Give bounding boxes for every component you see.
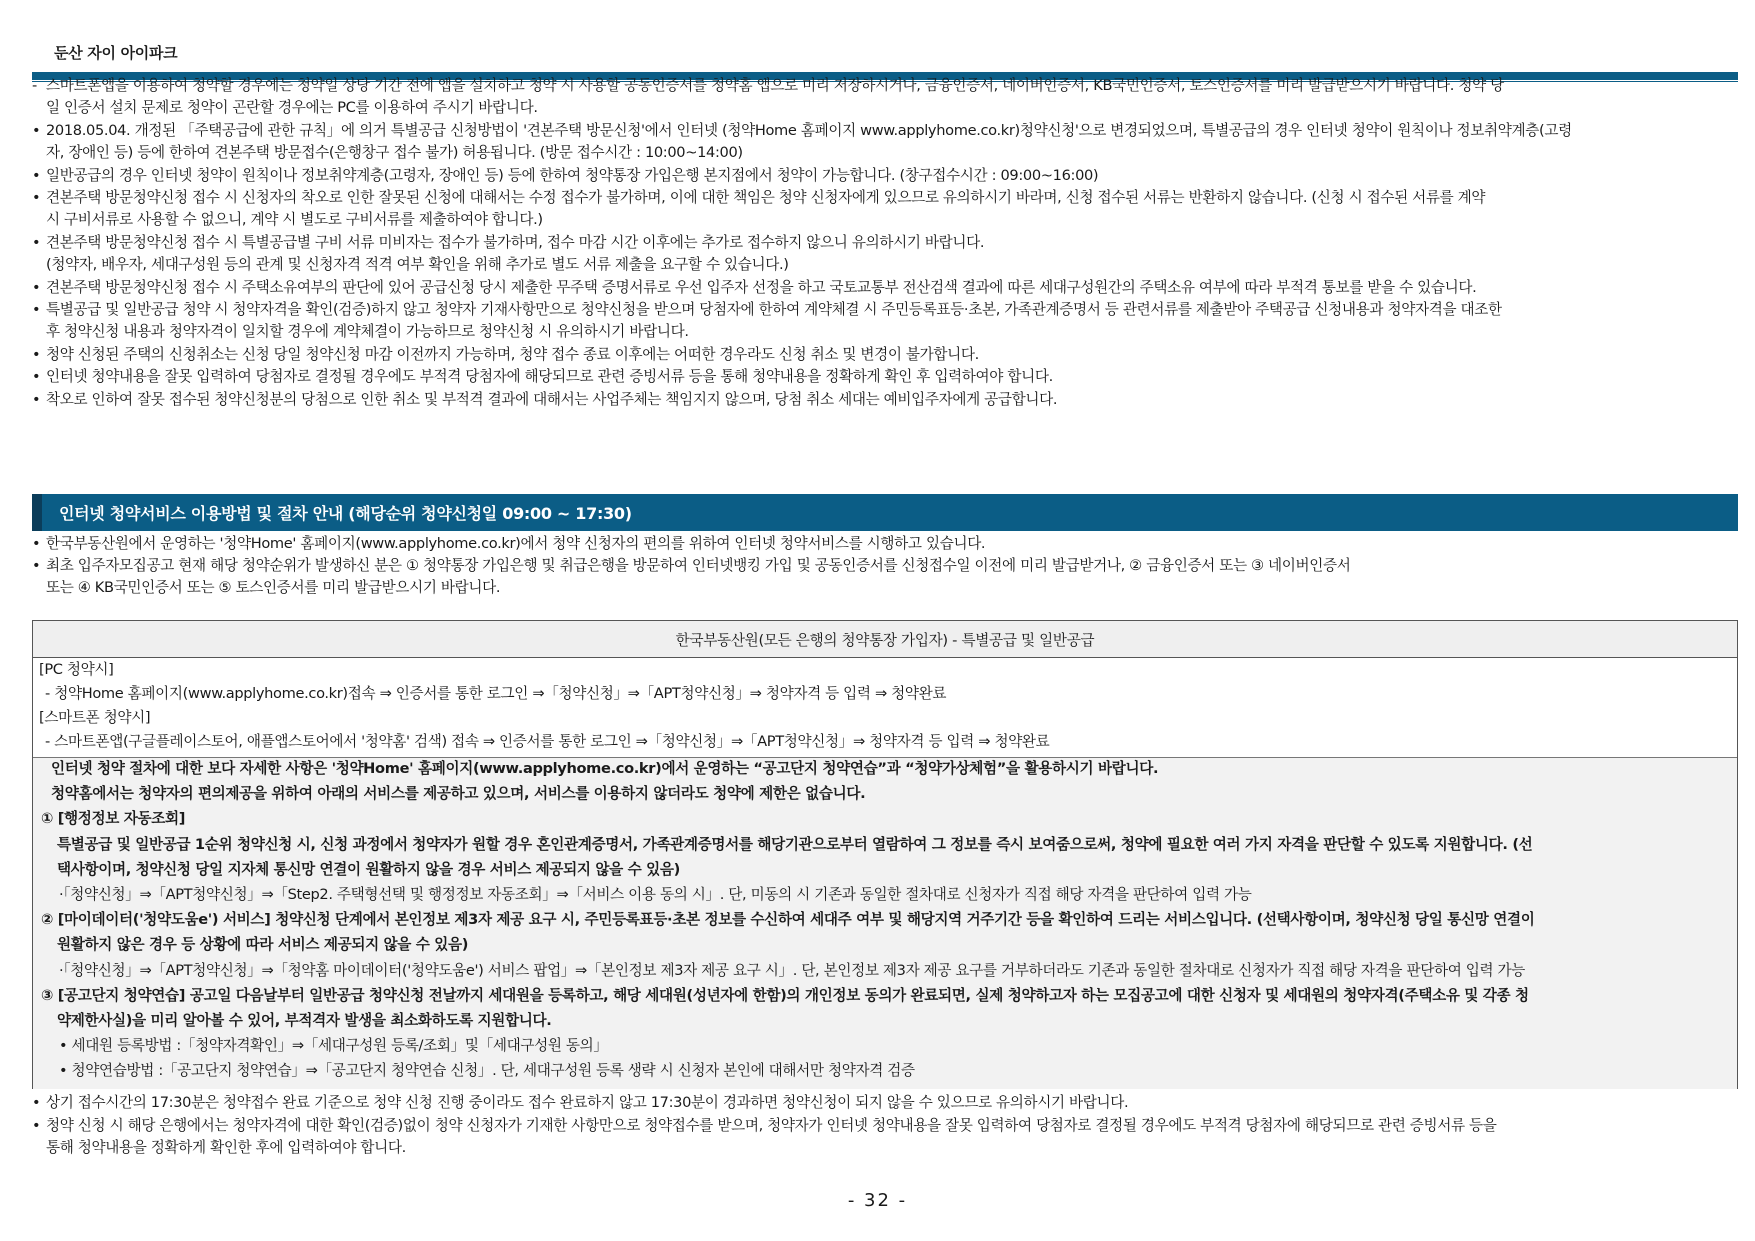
list-item <box>32 75 1504 97</box>
service-detail-line: ·「청약신청」⇒「APT청약신청」⇒「Step2. 주택형선택 및 행정정보 자동조회」⇒「서비스 이용 동의 시」. 단, 미동의 시 기존과 동일한 절차대로 신청자가 직접 해당 자격을 판단하여 입력 가능 <box>59 886 1252 903</box>
list-item-text: 일 인증서 설치 문제로 청약이 곤란할 경우에는 PC를 이용하여 주시기 바랍니다. <box>46 99 538 117</box>
list-item-text: 자, 장애인 등) 등에 한하여 견본주택 방문접수(은행창구 접수 불가) 허용됩니다. (방문 접수시간 : 10:00~14:00) <box>46 144 743 162</box>
list-item <box>32 344 979 366</box>
list-item <box>32 120 1572 142</box>
list-item <box>32 533 985 555</box>
bullet-marker: • <box>32 278 41 296</box>
service-detail-line: 청약홈에서는 청약자의 편의제공을 위하여 아래의 서비스를 제공하고 있으며, 서비스를 이용하지 않더라도 청약에 제한은 없습니다. <box>51 785 866 803</box>
list-item <box>32 254 789 276</box>
service-detail-line: 인터넷 청약 절차에 대한 보다 자세한 사항은 '청약Home' 홈페이지(www.applyhome.co.kr)에서 운영하는 “공고단지 청약연습”과 “청약가상체험”을 활용하시기 바랍니다. <box>51 760 1159 777</box>
section-heading: 인터넷 청약서비스 이용방법 및 절차 안내 (해당순위 청약신청일 09:00 ~ 17:30) <box>59 504 632 523</box>
list-item <box>32 1092 1128 1114</box>
pc-steps: - 청약Home 홈페이지(www.applyhome.co.kr)접속 ⇒ 인증서를 통한 로그인 ⇒「청약신청」⇒「APT청약신청」⇒ 청약자격 등 입력 ⇒ 청약완료 <box>45 685 947 702</box>
list-item-text: (청약자, 배우자, 세대구성원 등의 관계 및 신청자격 적격 여부 확인을 위해 추가로 별도 서류 제출을 요구할 수 있습니다.) <box>46 256 789 274</box>
service-detail-line: ③ [공고단지 청약연습] 공고일 다음날부터 일반공급 청약신청 전날까지 세대원을 등록하고, 해당 세대원(성년자에 한함)의 개인정보 동의가 완료되면, 실제 청약하고자 하는 모집공고에 대한 신청자 및 세대원의 청약자격(주택소유 및 각종 청 <box>41 986 1529 1004</box>
mobile-label: [스마트폰 청약시] <box>39 709 151 726</box>
bullet-marker: • <box>32 557 41 574</box>
bullet-marker: • <box>32 535 41 552</box>
bullet-marker: • <box>32 390 41 408</box>
list-item <box>32 389 1057 411</box>
list-item <box>32 142 743 164</box>
pc-label: [PC 청약시] <box>39 661 114 678</box>
service-detail-line: 약제한사실)을 미리 알아볼 수 있어, 부적격자 발생을 최소화하도록 지원합니다. <box>57 1012 552 1029</box>
list-item-text: 청약 신청된 주택의 신청취소는 신청 당일 청약신청 마감 이전까지 가능하며, 청약 접수 종료 이후에는 어떠한 경우라도 신청 취소 및 변경이 불가합니다. <box>46 345 979 363</box>
bullet-marker: • <box>32 189 41 206</box>
list-item-text: 특별공급 및 일반공급 청약 시 청약자격을 확인(검증)하지 않고 청약자 기재사항만으로 청약신청을 받으며 당첨자에 한하여 계약체결 시 주민등록표등·초본, 가족관계증명서 등 관련서류를 제출받아 주택공급 신청내용과 청약자격을 대조한 <box>46 301 1502 318</box>
list-item <box>32 1137 406 1159</box>
list-item <box>32 366 1053 388</box>
bullet-marker: • <box>32 166 41 184</box>
service-detail-line: ① [행정정보 자동조회] <box>41 810 186 828</box>
list-item <box>32 1115 1497 1137</box>
bullet-marker: • <box>32 345 41 363</box>
page-number: - 32 - <box>847 1190 908 1211</box>
list-item-text: 착오로 인하여 잘못 접수된 청약신청분의 당첨으로 인한 취소 및 부적격 결과에 대해서는 사업주체는 책임지지 않으며, 당첨 취소 세대는 예비입주자에게 공급합니다. <box>46 390 1058 408</box>
service-detail-line: ② [마이데이터('청약도움e') 서비스] 청약신청 단계에서 본인정보 제3자 제공 요구 시, 주민등록표등·초본 정보를 수신하여 세대주 여부 및 해당지역 거주기간 등을 확인하여 드리는 서비스입니다. (선택사항이며, 청약신청 당일 통신망 연결이 <box>41 911 1535 929</box>
list-item-text: 일반공급의 경우 인터넷 청약이 원칙이나 정보취약계층(고령자, 장애인 등) 등에 한하여 청약통장 가입은행 본지점에서 청약이 가능합니다. (창구접수시간 : 09:00~16:00) <box>46 166 1099 184</box>
bullet-marker: • <box>32 233 41 251</box>
list-item-text: 시 구비서류로 사용할 수 없으니, 계약 시 별도로 구비서류를 제출하여야 합니다.) <box>46 211 543 229</box>
procedure-box-header <box>33 621 1737 658</box>
list-item-text: 한국부동산원에서 운영하는 '청약Home' 홈페이지(www.applyhome.co.kr)에서 청약 신청자의 편의를 위하여 인터넷 청약서비스를 시행하고 있습니다. <box>46 535 986 552</box>
procedure-box <box>32 620 1738 1089</box>
list-item <box>32 209 543 231</box>
list-item-text: 또는 ④ KB국민인증서 또는 ⑤ 토스인증서를 미리 발급받으시기 바랍니다. <box>46 579 501 596</box>
service-detail-line: 원활하지 않은 경우 등 상황에 따라 서비스 제공되지 않을 수 있음) <box>57 936 469 954</box>
list-item-text: 견본주택 방문청약신청 접수 시 신청자의 착오로 인한 잘못된 신청에 대해서는 수정 접수가 불가하며, 이에 대한 책임은 청약 신청자에게 있으므로 유의하시기 바라며, 신청 접수된 서류는 반환하지 않습니다. (신청 시 접수된 서류를 계약 <box>46 189 1486 206</box>
list-item <box>32 555 1351 577</box>
procedure-box-heading: 한국부동산원(모든 은행의 청약통장 가입자) - 특별공급 및 일반공급 <box>675 632 1095 649</box>
service-detail-line: ·「청약신청」⇒「APT청약신청」⇒「청약홈 마이데이터('청약도움e') 서비스 팝업」⇒「본인정보 제3자 제공 요구 시」. 단, 본인정보 제3자 제공 요구를 거부하더라도 기존과 동일한 절차대로 신청자가 직접 해당 자격을 판단하여 입력 가능 <box>59 961 1526 979</box>
service-detail-line: 택사항이며, 청약신청 당일 지자체 통신망 연결이 원활하지 않을 경우 서비스 제공되지 않을 수 있음) <box>57 860 680 878</box>
list-item <box>32 321 689 343</box>
list-item-text: 청약 신청 시 해당 은행에서는 청약자격에 대한 확인(검증)없이 청약 신청자가 기재한 사항만으로 청약접수를 받으며, 청약자가 인터넷 청약내용을 잘못 입력하여 당첨자로 결정될 경우에도 부적격 당첨자에 해당되므로 관련 증빙서류 등을 <box>46 1116 1497 1134</box>
list-item-text: 최초 입주자모집공고 현재 해당 청약순위가 발생하신 분은 ① 청약통장 가입은행 및 취급은행을 방문하여 인터넷뱅킹 가입 및 공동인증서를 신청접수일 이전에 미리 발급받거나, ② 금융인증서 또는 ③ 네이버인증서 <box>46 557 1351 574</box>
list-item <box>32 165 1098 187</box>
list-item-text: 견본주택 방문청약신청 접수 시 주택소유여부의 판단에 있어 공급신청 당시 제출한 무주택 증명서류로 우선 입주자 선정을 하고 국토교통부 전산검색 결과에 따른 세대구성원간의 주택소유 여부에 따라 부적격 통보를 받을 수 있습니다. <box>46 278 1477 296</box>
list-item <box>32 577 500 599</box>
list-item <box>32 232 984 254</box>
bullet-marker: • <box>32 301 41 318</box>
list-item-text: 인터넷 청약내용을 잘못 입력하여 당첨자로 결정될 경우에도 부적격 당첨자에 해당되므로 관련 증빙서류 등을 통해 청약내용을 정확하게 확인 후 입력하여야 합니다. <box>46 368 1053 386</box>
list-item <box>32 187 1485 209</box>
list-item-text: 상기 접수시간의 17:30분은 청약접수 완료 기준으로 청약 신청 진행 중이라도 접수 완료하지 않고 17:30분이 경과하면 청약신청이 되지 않을 수 있으므로 유의하시기 바랍니다. <box>46 1094 1129 1111</box>
list-item-text: 통해 청약내용을 정확하게 확인한 후에 입력하여야 합니다. <box>46 1139 406 1156</box>
list-item <box>32 277 1476 299</box>
service-detail-line: 특별공급 및 일반공급 1순위 청약신청 시, 신청 과정에서 청약자가 원할 경우 혼인관계증명서, 가족관계증명서를 해당기관으로부터 열람하여 그 정보를 즉시 보여줌으로써, 청약에 필요한 여러 가지 자격을 판단할 수 있도록 지원합니다. (선 <box>57 835 1533 853</box>
bullet-marker: • <box>32 368 41 386</box>
bullet-marker: - <box>32 77 37 94</box>
list-item-text: 스마트폰앱을 이용하여 청약할 경우에는 청약일 상당 기간 전에 앱을 설치하고 청약 시 사용할 공동인증서를 청약홈 앱으로 미리 저장하시거나, 금융인증서, 네이버인증서, KB국민인증서, 토스인증서를 미리 발급받으시기 바랍니다. 청약 당 <box>46 77 1504 94</box>
list-item <box>32 299 1502 321</box>
list-item-text: 2018.05.04. 개정된 「주택공급에 관한 규칙」에 의거 특별공급 신청방법이 '견본주택 방문신청'에서 인터넷 (청약Home 홈페이지 www.applyhome.co.kr)청약신청'으로 변경되었으며, 특별공급의 경우 인터넷 청약이 원칙이나 정보취약계층(고령 <box>46 121 1572 139</box>
document-header-title: 둔산 자이 아이파크 <box>54 44 178 62</box>
service-detail-line: • 청약연습방법 :「공고단지 청약연습」⇒「공고단지 청약연습 신청」. 단, 세대구성원 등록 생략 시 신청자 본인에 대해서만 청약자격 검증 <box>59 1062 915 1080</box>
bullet-marker: • <box>32 1116 41 1134</box>
section-heading-bar <box>32 494 1738 531</box>
list-item-text: 후 청약신청 내용과 청약자격이 일치할 경우에 계약체결이 가능하므로 청약신청 시 유의하시기 바랍니다. <box>46 323 689 341</box>
service-detail-line: • 세대원 등록방법 :「청약자격확인」⇒「세대구성원 등록/조회」및「세대구성원 동의」 <box>59 1037 608 1055</box>
bullet-marker: • <box>32 121 41 139</box>
list-item <box>32 97 538 119</box>
list-item-text: 견본주택 방문청약신청 접수 시 특별공급별 구비 서류 미비자는 접수가 불가하며, 접수 마감 시간 이후에는 추가로 접수하지 않으니 유의하시기 바랍니다. <box>46 233 985 251</box>
bullet-marker: • <box>32 1094 41 1111</box>
mobile-steps: - 스마트폰앱(구글플레이스토어, 애플앱스토어에서 '청약홈' 검색) 접속 ⇒ 인증서를 통한 로그인 ⇒「청약신청」⇒「APT청약신청」⇒ 청약자격 등 입력 ⇒ 청약완료 <box>45 733 1050 750</box>
